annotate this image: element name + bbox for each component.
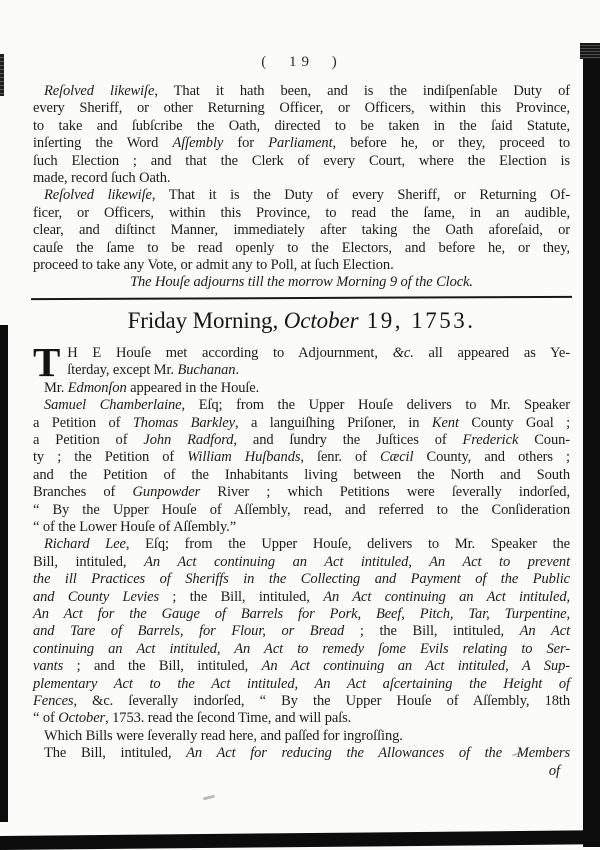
text: ; and the Bill, intituled, <box>63 658 262 675</box>
text: Bill, intituled, <box>33 553 145 570</box>
text-line <box>33 170 570 187</box>
paragraph <box>33 745 570 762</box>
text-line <box>33 118 570 135</box>
text-line <box>33 484 570 501</box>
text: , Eſq; from the Upper Houſe, delivers to Mr. Speaker the <box>125 536 570 553</box>
text-line <box>33 153 570 170</box>
text-line <box>33 589 570 606</box>
italic-text: Fences <box>33 693 74 709</box>
italic-text: Kent <box>431 414 459 431</box>
paragraph <box>33 338 570 385</box>
text: appeared in the Houſe. <box>126 379 260 396</box>
italic-text: An Act for the Gauge of Barrels for Pork, Beef, Pitch, Tar, Turpentine, <box>33 605 570 622</box>
text-line <box>33 397 570 414</box>
italic-text: Frederick <box>462 431 519 448</box>
text: , and ſundry the Juſtices of <box>233 431 463 448</box>
text: “ of <box>33 710 59 727</box>
italic-text: the ill Practices of Sheriffs in the Collecting and Payment of the Public <box>33 571 570 588</box>
text-line <box>33 658 570 675</box>
text-line <box>33 745 570 762</box>
text-line <box>33 449 570 466</box>
text: Branches of <box>33 484 133 501</box>
text: County Goal ; <box>458 414 570 431</box>
italic-text: William Huſbands <box>187 449 301 466</box>
text-line <box>33 502 570 519</box>
text-line <box>33 693 570 710</box>
text: , That it hath been, and is the indiſpenſable Duty of <box>154 83 570 99</box>
italic-text: continuing an Act intituled, An Act to remedy ſome Evils relating to Ser- <box>33 640 570 657</box>
text-line <box>33 380 570 397</box>
text-line <box>33 571 570 588</box>
text: Coun- <box>518 431 570 448</box>
text: . <box>235 362 239 379</box>
text: The Bill, intituled, <box>44 745 187 762</box>
italic-text: and County Levies <box>33 588 159 605</box>
italic-text: Aſſembly <box>172 135 224 152</box>
italic-text: Reſolved likewiſe <box>44 187 152 204</box>
paragraph <box>33 380 570 397</box>
text: Which Bills were ſeverally read here, and paſſed for ingroſſing. <box>44 727 403 744</box>
scan-border-left-upper-mark <box>0 54 4 96</box>
page-number: ( 19 ) <box>261 54 342 70</box>
section-rule <box>31 296 572 300</box>
scan-border-right-ragged-top <box>580 43 600 59</box>
text: Friday Morning, <box>127 307 284 333</box>
italic-text: An Act <box>519 623 570 640</box>
text-line <box>33 362 570 379</box>
italic-text: An Act continuing an Act intituled, An Act to prevent <box>144 553 570 570</box>
text: a Petition of <box>33 431 144 448</box>
text: County, and others ; <box>413 449 570 466</box>
text: ty ; the Petition of <box>33 449 188 466</box>
italic-text: Edmonſon <box>67 379 127 396</box>
text-line <box>33 676 570 693</box>
text-line <box>33 728 570 745</box>
italic-text: and Tare of Barrels, for Flour, or Bread <box>33 623 345 640</box>
text: , before he, or they, proceed to <box>332 135 570 152</box>
text: , &c. ſeverally indorſed, “ By the Upper Houſe of Aſſembly, 18th <box>73 693 570 709</box>
text: for <box>223 135 269 152</box>
paragraph <box>33 397 570 536</box>
text: , a languiſhing Priſoner, in <box>234 414 432 431</box>
text: River ; which Petitions were ſeverally indorſed, <box>200 484 570 501</box>
italic-text: Parliament <box>268 135 333 152</box>
text: 19, 1753. <box>358 307 476 333</box>
scan-border-bottom <box>0 830 600 850</box>
paragraph <box>33 83 570 187</box>
text-line <box>33 187 570 204</box>
adjournment-line <box>33 274 570 291</box>
scan-border-right <box>583 48 600 847</box>
text: ſuch Election ; and that the Clerk of every Court, where the Election is <box>33 152 570 169</box>
italic-text: Samuel Chamberlaine <box>44 397 182 414</box>
text-line <box>33 83 570 100</box>
text: and the Petition of the Inhabitants living between the North and South <box>33 466 570 483</box>
text: cauſe the ſame to be read openly to the Electors, and before he, or they, <box>33 239 570 256</box>
text-line <box>33 135 570 152</box>
scan-border-left <box>0 325 8 822</box>
catchword: of <box>548 762 560 779</box>
text: ſterday, except Mr. <box>67 362 178 379</box>
paragraph <box>33 728 570 745</box>
italic-text: Gunpowder <box>132 484 201 501</box>
italic-text: Richard Lee <box>44 536 126 553</box>
date-heading <box>33 306 570 336</box>
text: ficer, or Officers, within this Province, to read the ſame, in an audible, <box>33 204 570 221</box>
italic-text: An Act continuing an Act intituled, <box>323 588 570 605</box>
document-text-column <box>33 83 570 780</box>
italic-text: Reſolved likewiſe <box>44 83 155 99</box>
paragraph <box>33 187 570 274</box>
text-line <box>33 623 570 640</box>
text: , Eſq; from the Upper Houſe delivers to Mr. Speaker <box>181 397 570 414</box>
text: , That it is the Duty of every Sheriff, or Returning Of- <box>151 187 570 204</box>
text-line <box>33 554 570 571</box>
text-line <box>33 257 570 274</box>
text-line <box>33 606 570 623</box>
text: clear, and diſtinct Manner, immediately after taking the Oath aforeſaid, or <box>33 222 570 239</box>
text: made, record ſuch Oath. <box>33 170 171 187</box>
text: ; the Bill, intituled, <box>159 588 324 605</box>
text-line <box>33 100 570 117</box>
italic-text: An Act continuing an Act intituled, A Sup- <box>261 658 570 675</box>
italic-text: Thomas Barkley <box>132 414 235 431</box>
italic-text: An Act for reducing the Allowances of the Members <box>186 745 570 762</box>
italic-text: John Radford <box>143 431 234 448</box>
text: “ By the Upper Houſe of Aſſembly, read, and referred to the Conſideration <box>33 501 570 518</box>
italic-text: The Houſe adjourns till the morrow Morning 9 of the Clock. <box>130 274 473 291</box>
italic-text: Cæcil <box>380 449 414 466</box>
text-line <box>33 222 570 239</box>
italic-text: plementary Act to the Act intituled, An Act aſcertaining the Height of <box>33 675 570 692</box>
text: proceed to take any Vote, or admit any to Poll, at ſuch Election. <box>33 257 394 274</box>
text-line <box>33 205 570 222</box>
text-line <box>33 240 570 257</box>
text: , 1753. read the ſecond Time, and will paſs. <box>105 710 352 727</box>
paragraph <box>33 536 570 727</box>
text: Mr. <box>44 379 68 396</box>
text: H E Houſe met according to Adjournment, <box>67 344 393 361</box>
text-line <box>33 467 570 484</box>
italic-text: &c. <box>392 344 414 361</box>
drop-cap: T <box>33 338 61 385</box>
italic-text: October <box>58 710 106 727</box>
italic-text: vants <box>33 658 64 675</box>
text-line <box>33 710 570 727</box>
text: , ſenr. of <box>300 449 381 466</box>
italic-text: Buchanan <box>177 362 236 379</box>
text-line <box>33 536 570 553</box>
text-line <box>33 641 570 658</box>
text: inſerting the Word <box>33 135 173 152</box>
text-line <box>33 415 570 432</box>
text-line <box>33 519 570 536</box>
text-line <box>33 345 570 362</box>
text: every Sheriff, or other Returning Officer, or Officers, within this Province, <box>33 100 570 117</box>
text: ; the Bill, intituled, <box>344 623 520 640</box>
text-line <box>33 432 570 449</box>
text: a Petition of <box>33 414 133 431</box>
italic-text: October <box>283 307 359 333</box>
text: all appeared as Ye- <box>413 344 570 361</box>
text: to take and ſubſcribe the Oath, directed to be taken in the ſaid Statute, <box>33 117 570 134</box>
text: “ of the Lower Houſe of Aſſembly.” <box>33 518 237 535</box>
scan-smudge <box>203 795 215 801</box>
